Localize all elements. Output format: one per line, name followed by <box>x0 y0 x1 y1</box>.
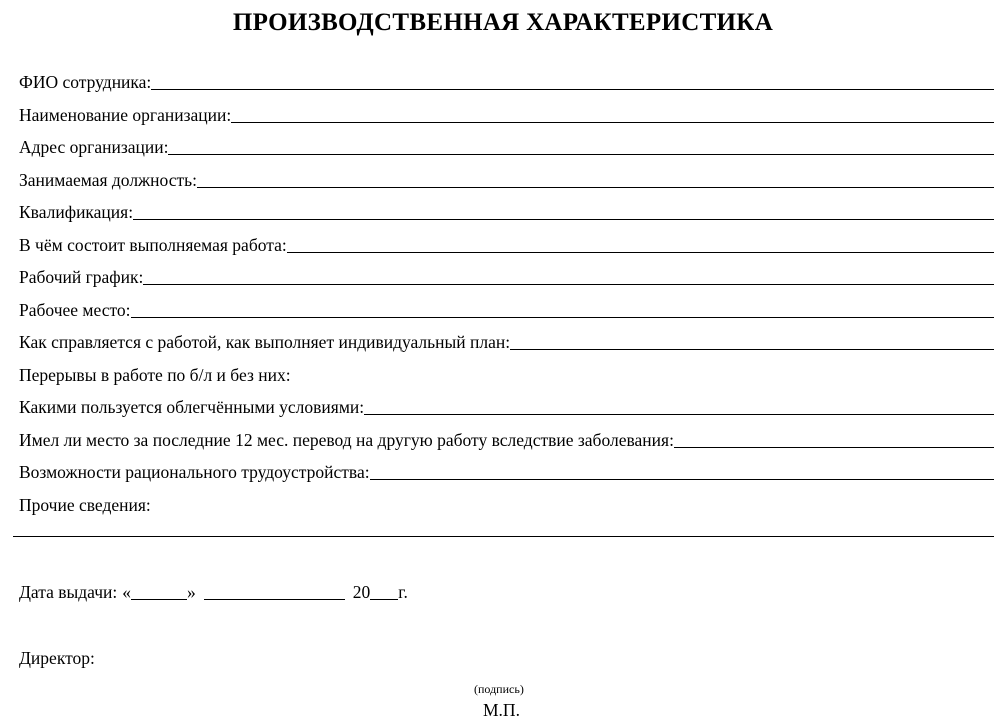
field-input-line[interactable] <box>197 169 994 188</box>
field-input-line[interactable] <box>133 201 994 220</box>
field-label: Прочие сведения: <box>19 494 151 515</box>
field-qualification <box>19 200 994 222</box>
century-text: 20 <box>352 582 371 602</box>
field-input-line[interactable] <box>510 331 994 350</box>
signature-caption: (подпись) <box>474 682 524 696</box>
field-work-breaks <box>19 363 994 385</box>
field-label: Возможности рационального трудоустройства: <box>19 462 370 482</box>
field-label: Как справляется с работой, как выполняет индивидуальный план: <box>19 332 511 352</box>
field-input-line[interactable] <box>131 299 995 318</box>
field-label: Какими пользуется облегчёнными условиями: <box>19 397 365 417</box>
field-light-conditions <box>19 395 994 417</box>
field-label: Имел ли место за последние 12 мес. перевод на другую работу вследствие заболевания: <box>19 429 674 450</box>
field-input-line[interactable] <box>231 104 994 123</box>
field-transfer-due-illness <box>19 428 994 450</box>
field-organization-address <box>19 135 994 157</box>
field-input-line[interactable] <box>151 71 994 90</box>
director-label: Директор: <box>19 648 95 668</box>
close-quote: » <box>187 582 196 602</box>
field-label: Рабочее место: <box>19 299 131 320</box>
field-label: Наименование организации: <box>19 104 232 125</box>
field-label: Квалификация: <box>19 202 134 222</box>
open-quote: « <box>122 582 132 602</box>
year-field[interactable] <box>370 581 398 600</box>
field-organization-name <box>19 103 994 125</box>
field-performance <box>19 330 994 352</box>
field-position <box>19 168 994 190</box>
field-input-line[interactable] <box>674 429 994 448</box>
field-label: Занимаемая должность: <box>19 169 197 190</box>
field-label: Рабочий график: <box>19 267 144 287</box>
field-label: В чём состоит выполняемая работа: <box>19 234 287 255</box>
month-field[interactable] <box>204 581 345 600</box>
issue-date-label: Дата выдачи: <box>19 582 118 602</box>
other-info-line[interactable] <box>13 536 994 537</box>
field-label: Адрес организации: <box>19 137 169 157</box>
document-title: ПРОИЗВОДСТВЕННАЯ ХАРАКТЕРИСТИКА <box>232 9 774 36</box>
field-input-line[interactable] <box>287 234 994 253</box>
field-input-line[interactable] <box>143 266 994 285</box>
field-input-line[interactable] <box>370 461 994 480</box>
stamp-label: М.П. <box>483 700 520 720</box>
field-input-line[interactable] <box>168 136 994 155</box>
field-label: ФИО сотрудника: <box>19 72 152 92</box>
day-field[interactable] <box>131 581 187 600</box>
field-employment-possibilities <box>19 460 994 482</box>
field-other-info <box>19 493 994 515</box>
field-input-line[interactable] <box>364 396 994 415</box>
issue-date-row <box>19 580 408 602</box>
field-workplace <box>19 298 994 320</box>
field-work-description <box>19 233 994 255</box>
field-work-schedule <box>19 265 994 287</box>
year-suffix: г. <box>398 582 408 602</box>
field-employee-name <box>19 70 994 92</box>
field-label: Перерывы в работе по б/л и без них: <box>19 364 291 385</box>
